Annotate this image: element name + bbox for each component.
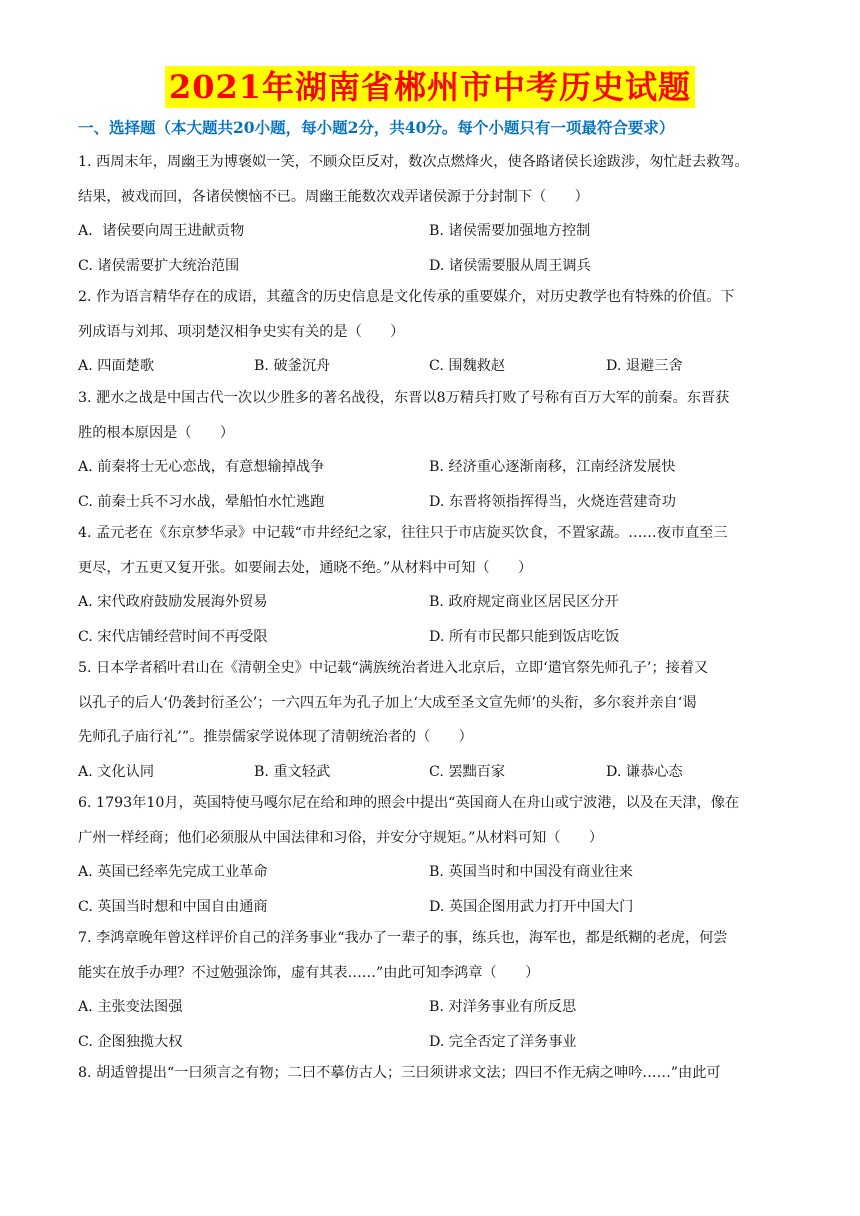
option-d[interactable]: D. 退避三舍 (606, 358, 683, 374)
question-line: 先师孔子庙行礼’”。推崇儒家学说体现了清朝统治者的（ ） (78, 729, 473, 745)
option-b[interactable]: B. 对洋务事业有所反思 (429, 999, 577, 1015)
question-line: 更尽，才五更又复开张。如要闹去处，通晓不绝。”从材料中可知（ ） (78, 559, 533, 576)
title-wrap (0, 66, 860, 108)
question-line: 8. 胡适曾提出“一曰须言之有物；二曰不摹仿古人；三曰须讲求文法；四曰不作无病之呻吟……”由此可 (78, 1065, 721, 1081)
option-d[interactable]: D. 英国企图用武力打开中国大门 (429, 898, 634, 915)
question-line: 3. 淝水之战是中国古代一次以少胜多的著名战役，东晋以8万精兵打败了号称有百万大军的前秦。东晋获 (78, 390, 730, 406)
question-6 (78, 786, 786, 924)
options-row (78, 755, 786, 790)
options-row (78, 585, 786, 620)
question-3 (78, 381, 786, 519)
option-c[interactable]: C. 围魏救赵 (429, 358, 506, 374)
option-a[interactable]: A. 四面楚歌 (78, 358, 155, 374)
option-b[interactable]: B. 破釜沉舟 (254, 358, 331, 374)
option-a[interactable]: A. 文化认同 (78, 763, 155, 780)
option-c[interactable]: C. 前秦士兵不习水战，晕船怕水忙逃跑 (78, 493, 325, 510)
question-line: 7. 李鸿章晚年曾这样评价自己的洋务事业“我办了一辈子的事，练兵也，海军也，都是纸糊的老虎，何尝 (78, 930, 728, 946)
option-c[interactable]: C. 罢黜百家 (429, 763, 506, 780)
option-b[interactable]: B. 经济重心逐渐南移，江南经济发展快 (429, 459, 676, 475)
question-line: 能实在放手办理？不过勉强涂饰，虚有其表……”由此可知李鸿章（ ） (78, 964, 540, 981)
option-c[interactable]: C. 英国当时想和中国自由通商 (78, 898, 268, 915)
option-a[interactable]: A．诸侯要向周王进献贡物 (78, 223, 245, 239)
option-a[interactable]: A. 前秦将士无心恋战，有意想输掉战争 (78, 459, 325, 475)
option-c[interactable]: C. 诸侯需要扩大统治范围 (78, 257, 240, 274)
option-a[interactable]: A. 宋代政府鼓励发展海外贸易 (78, 594, 268, 610)
question-5 (78, 651, 786, 789)
option-d[interactable]: D. 东晋将领指挥得当，火烧连营建奇功 (429, 493, 676, 510)
question-line: 2. 作为语言精华存在的成语，其蕴含的历史信息是文化传承的重要媒介，对历史教学也有特殊的价值。下 (78, 289, 735, 305)
option-c[interactable]: C. 宋代店铺经营时间不再受限 (78, 628, 268, 645)
option-d[interactable]: D. 所有市民都只能到饭店吃饭 (429, 628, 620, 645)
question-line: 4. 孟元老在《东京梦华录》中记载“市井经纪之家，往往只于市店旋买饮食，不置家蔬。……夜市直至三 (78, 525, 728, 541)
option-b[interactable]: B. 诸侯需要加强地方控制 (429, 223, 591, 239)
options-row (78, 855, 786, 890)
option-c[interactable]: C. 企图独揽大权 (78, 1033, 183, 1050)
question-8 (78, 1056, 786, 1091)
option-d[interactable]: D. 完全否定了洋务事业 (429, 1033, 577, 1050)
question-1 (78, 145, 786, 283)
option-b[interactable]: B. 政府规定商业区居民区分开 (429, 594, 619, 610)
question-line: 5. 日本学者稻叶君山在《清朝全史》中记载“满族统治者进入北京后，立即‘遣官祭先师孔子’；接着又 (78, 660, 709, 676)
question-line: 6. 1793年10月，英国特使马嘎尔尼在给和珅的照会中提出“英国商人在舟山或宁波港，以及在天津，像在 (78, 795, 740, 811)
options-row (78, 249, 786, 284)
option-a[interactable]: A. 英国已经率先完成工业革命 (78, 864, 268, 880)
question-line: 广州一样经商；他们必须服从中国法律和习俗，并安分守规矩。”从材料可知（ ） (78, 829, 604, 846)
options-row (78, 890, 786, 925)
option-d[interactable]: D. 诸侯需要服从周王调兵 (429, 257, 591, 274)
question-7 (78, 921, 786, 1059)
question-4 (78, 516, 786, 654)
question-line: 以孔子的后人‘仍袭封衍圣公’；一六四五年为孔子加上‘大成至圣文宣先师’的头衔，多尔衮并亲自‘谒 (78, 694, 697, 711)
option-b[interactable]: B. 英国当时和中国没有商业往来 (429, 864, 633, 880)
question-line: 结果，被戏而回，各诸侯懊恼不已。周幽王能数次戏弄诸侯源于分封制下（ ） (78, 188, 589, 205)
question-line: 胜的根本原因是（ ） (78, 424, 235, 441)
options-row (78, 349, 786, 384)
question-2 (78, 280, 786, 384)
option-d[interactable]: D. 谦恭心态 (606, 763, 683, 780)
options-row (78, 990, 786, 1025)
options-row (78, 1025, 786, 1060)
options-row (78, 450, 786, 485)
options-row (78, 620, 786, 655)
question-line: 1. 西周末年，周幽王为博褒姒一笑，不顾众臣反对，数次点燃烽火，使各路诸侯长途跋涉，匆忙赶去救驾。 (78, 154, 749, 170)
page-title: 2021年湖南省郴州市中考历史试题 (165, 66, 695, 108)
option-a[interactable]: A. 主张变法图强 (78, 999, 183, 1015)
options-row (78, 485, 786, 520)
question-line: 列成语与刘邦、项羽楚汉相争史实有关的是（ ） (78, 323, 405, 340)
options-row (78, 214, 786, 249)
section-heading: 一、选择题（本大题共20小题，每小题2分，共40分。每个小题只有一项最符合要求） (78, 118, 675, 137)
option-b[interactable]: B. 重文轻武 (254, 763, 331, 780)
